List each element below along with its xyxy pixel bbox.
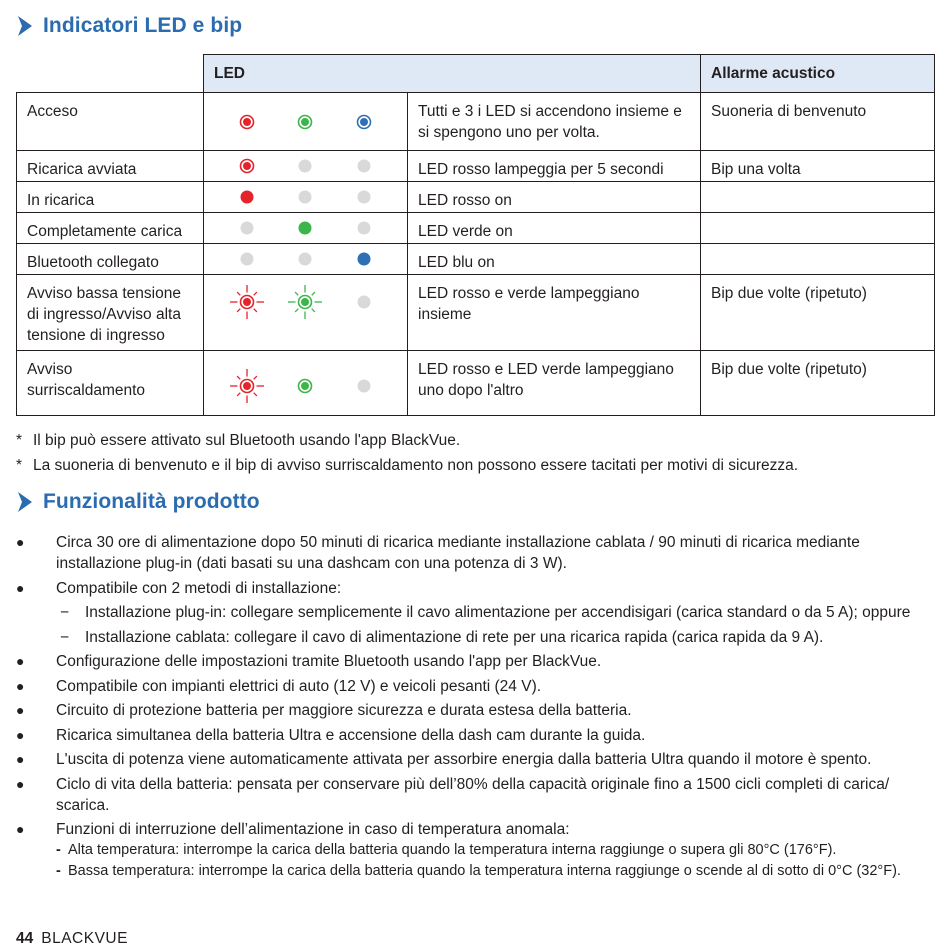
green-led-indicator-icon bbox=[285, 283, 325, 321]
sub-item: - Bassa temperatura: interrompe la carica della batteria quando la temperatura interna raggiunge o scende al di sotto di 0°C (32°F). bbox=[56, 863, 901, 879]
led-cell bbox=[204, 351, 408, 416]
footnote-text: La suoneria di benvenuto e il bip di avviso surriscaldamento non possono essere tacitati per motivi di sicurezza. bbox=[33, 457, 799, 474]
list-item bbox=[16, 774, 941, 816]
green-led-indicator-icon bbox=[285, 251, 325, 267]
alarm-cell bbox=[701, 244, 935, 275]
bullet-icon: ● bbox=[16, 702, 25, 718]
state-cell: Ricarica avviata bbox=[17, 151, 204, 182]
red-led-indicator-icon bbox=[227, 251, 267, 267]
red-led-indicator-icon bbox=[227, 114, 267, 130]
green-led-indicator-icon bbox=[285, 114, 325, 130]
footnote-mark: * bbox=[16, 432, 23, 449]
footnote-text: Il bip può essere attivato sul Bluetooth usando l'app BlackVue. bbox=[33, 432, 461, 449]
list-item-text: Ricarica simultanea della batteria Ultra e accensione della dash cam durante la guida. bbox=[56, 726, 646, 744]
bullet-icon: ● bbox=[16, 677, 25, 694]
table-row bbox=[17, 213, 935, 244]
green-led-indicator-icon bbox=[285, 158, 325, 174]
list-item bbox=[16, 651, 941, 672]
state-cell: In ricarica bbox=[17, 182, 204, 213]
list-item bbox=[16, 578, 941, 648]
bullet-icon: ● bbox=[16, 579, 25, 596]
red-led-indicator-icon bbox=[227, 158, 267, 174]
list-item-text: Circuito di protezione batteria per maggiore sicurezza e durata estesa della batteria. bbox=[56, 702, 632, 719]
list-item bbox=[16, 819, 941, 882]
alarm-cell: Bip due volte (ripetuto) bbox=[701, 275, 935, 351]
state-cell: Completamente carica bbox=[17, 213, 204, 244]
red-led-indicator-icon bbox=[227, 283, 267, 321]
section-heading-features bbox=[16, 490, 260, 514]
list-item-text: Funzioni di interruzione dell’alimentazione in caso di temperatura anomala: bbox=[56, 821, 570, 838]
footnote bbox=[16, 428, 798, 453]
bullet-icon: ● bbox=[16, 726, 25, 743]
sub-item: - Alta temperatura: interrompe la carica della batteria quando la temperatura interna raggiunge o supera gli 80°C (176°F). bbox=[56, 842, 837, 858]
led-description-cell: LED rosso on bbox=[408, 182, 701, 213]
state-cell: Avviso bassa tensione di ingresso/Avviso alta tensione di ingresso bbox=[17, 275, 204, 351]
alarm-cell: Suoneria di benvenuto bbox=[701, 93, 935, 151]
state-cell: Bluetooth collegato bbox=[17, 244, 204, 275]
list-item-text: Compatibile con impianti elettrici di auto (12 V) e veicoli pesanti (24 V). bbox=[56, 677, 542, 695]
alarm-cell: Bip una volta bbox=[701, 151, 935, 182]
list-item-text: Circa 30 ore di alimentazione dopo 50 minuti di ricarica mediante installazione cablata / 90 minuti di ricarica mediante installazione plug-in (dati basati su una dashcam con una potenza di 3 W). bbox=[56, 534, 860, 572]
alarm-cell bbox=[701, 182, 935, 213]
bullet-icon: ● bbox=[16, 534, 25, 550]
state-cell: Acceso bbox=[17, 93, 204, 151]
red-led-indicator-icon bbox=[227, 367, 267, 405]
blue-led-indicator-icon bbox=[344, 283, 384, 321]
led-description-cell: LED blu on bbox=[408, 244, 701, 275]
footnote-mark: * bbox=[16, 457, 23, 474]
header-alarm: Allarme acustico bbox=[701, 55, 935, 93]
list-item-text: Ciclo di vita della batteria: pensata per conservare più dell’80% della capacità originale fino a 1500 cicli completi di carica/ scarica. bbox=[56, 775, 890, 814]
blue-led-indicator-icon bbox=[344, 251, 384, 267]
table-row bbox=[17, 151, 935, 182]
sub-item: − Installazione plug-in: collegare semplicemente il cavo alimentazione per accendisigari (carica standard o da 5 A); oppure bbox=[60, 604, 911, 621]
table-row bbox=[17, 275, 935, 351]
list-item bbox=[16, 532, 941, 574]
led-table bbox=[16, 54, 935, 416]
section-heading-led bbox=[16, 14, 242, 38]
led-cell bbox=[204, 151, 408, 182]
alarm-cell: Bip due volte (ripetuto) bbox=[701, 351, 935, 416]
bullet-icon: ● bbox=[16, 751, 25, 767]
alarm-cell bbox=[701, 213, 935, 244]
sub-item: − Installazione cablata: collegare il cavo di alimentazione di rete per una ricarica rapida (carica rapida da 9 A). bbox=[60, 628, 824, 646]
blue-led-indicator-icon bbox=[344, 220, 384, 236]
footnotes bbox=[16, 428, 798, 478]
brand-name: BLACKVUE bbox=[41, 930, 128, 947]
led-description-cell: LED verde on bbox=[408, 213, 701, 244]
led-cell bbox=[204, 275, 408, 351]
page-number: 44 bbox=[16, 930, 34, 947]
bullet-icon: ● bbox=[16, 821, 25, 837]
led-description-cell: Tutti e 3 i LED si accendono insieme e si spengono uno per volta. bbox=[408, 93, 701, 151]
header-led: LED bbox=[204, 55, 701, 93]
table-row bbox=[17, 182, 935, 213]
table-row bbox=[17, 351, 935, 416]
list-item bbox=[16, 676, 941, 697]
chevron-right-icon bbox=[16, 491, 34, 513]
feature-list bbox=[16, 532, 941, 886]
led-description-cell: LED rosso e verde lampeggiano insieme bbox=[408, 275, 701, 351]
table-row bbox=[17, 244, 935, 275]
list-item-text: Configurazione delle impostazioni tramite Bluetooth usando l'app per BlackVue. bbox=[56, 653, 602, 670]
list-item bbox=[16, 725, 941, 746]
section-title: Funzionalità prodotto bbox=[43, 490, 260, 513]
led-cell bbox=[204, 93, 408, 151]
led-description-cell: LED rosso e LED verde lampeggiano uno dopo l'altro bbox=[408, 351, 701, 416]
green-led-indicator-icon bbox=[285, 189, 325, 205]
blue-led-indicator-icon bbox=[344, 367, 384, 405]
table-corner bbox=[17, 55, 204, 93]
section-title: Indicatori LED e bip bbox=[43, 14, 243, 37]
led-cell bbox=[204, 244, 408, 275]
list-item bbox=[16, 700, 941, 721]
footnote bbox=[16, 453, 798, 478]
blue-led-indicator-icon bbox=[344, 158, 384, 174]
table-row bbox=[17, 93, 935, 151]
chevron-right-icon bbox=[16, 15, 34, 37]
led-cell bbox=[204, 182, 408, 213]
green-led-indicator-icon bbox=[285, 220, 325, 236]
led-description-cell: LED rosso lampeggia per 5 secondi bbox=[408, 151, 701, 182]
page-footer bbox=[16, 930, 128, 948]
blue-led-indicator-icon bbox=[344, 189, 384, 205]
state-cell: Avviso surriscaldamento bbox=[17, 351, 204, 416]
list-item bbox=[16, 749, 941, 770]
red-led-indicator-icon bbox=[227, 189, 267, 205]
green-led-indicator-icon bbox=[285, 367, 325, 405]
bullet-icon: ● bbox=[16, 775, 25, 792]
blue-led-indicator-icon bbox=[344, 114, 384, 130]
led-cell bbox=[204, 213, 408, 244]
red-led-indicator-icon bbox=[227, 220, 267, 236]
bullet-icon: ● bbox=[16, 653, 25, 669]
list-item-text: L'uscita di potenza viene automaticamente attivata per assorbire energia dalla batteria Ultra quando il motore è spento. bbox=[56, 751, 872, 768]
list-item-text: Compatibile con 2 metodi di installazione: bbox=[56, 579, 342, 597]
